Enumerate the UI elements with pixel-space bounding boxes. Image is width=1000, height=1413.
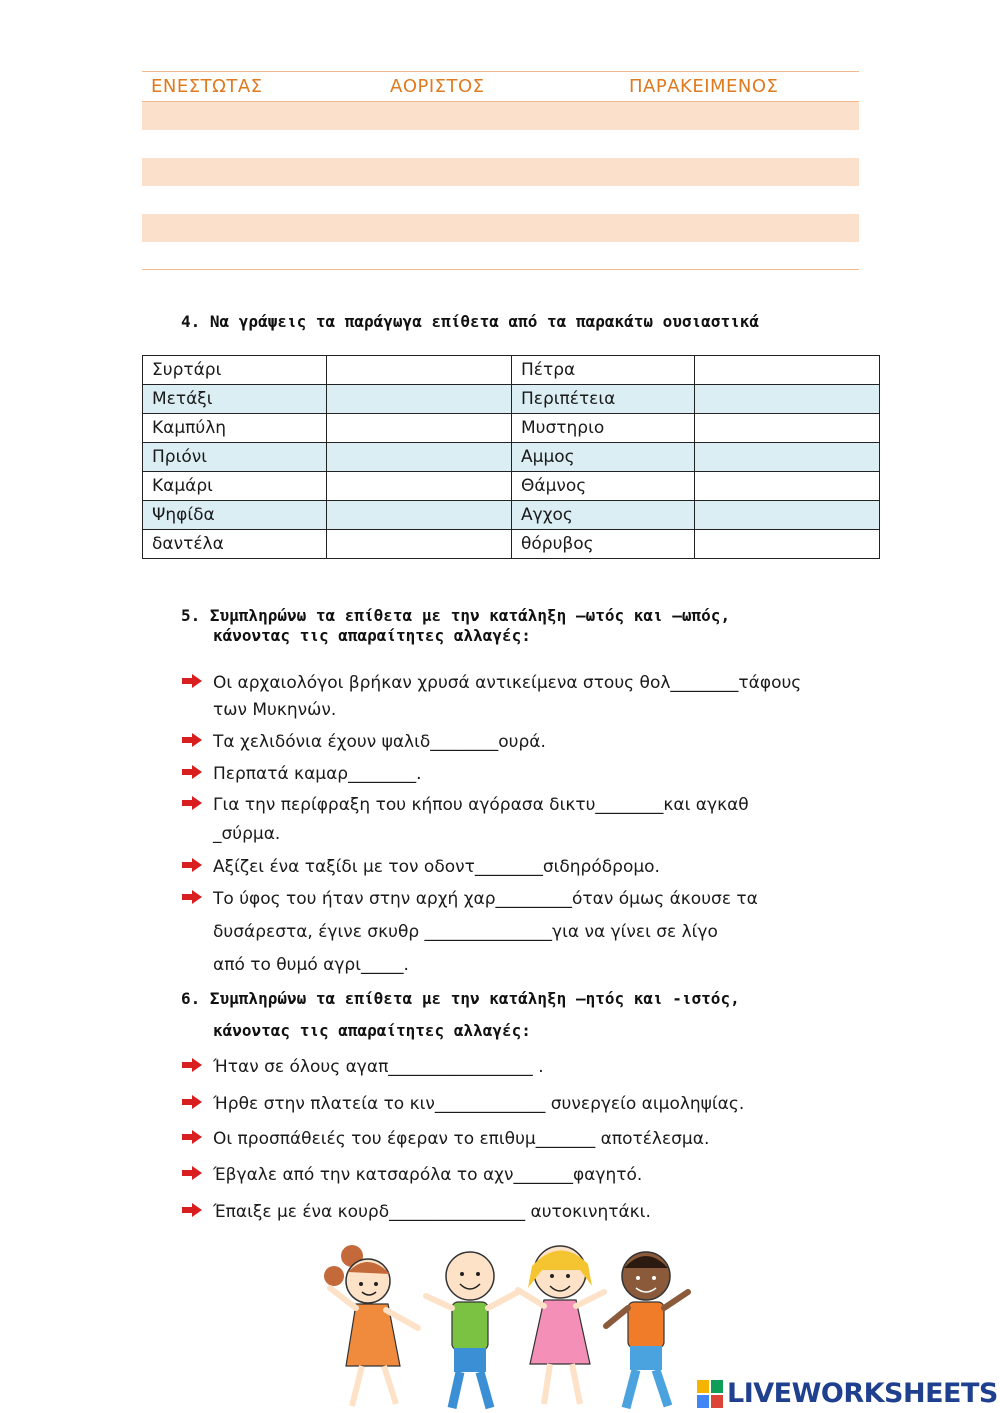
arrow-bullet-icon [181, 1129, 203, 1145]
answer-cell[interactable] [695, 530, 880, 559]
table-row [143, 530, 880, 559]
table-row [143, 356, 880, 385]
noun-cell: Περιπέτεια [512, 385, 695, 414]
answer-cell[interactable] [327, 414, 512, 443]
noun-cell: Πέτρα [512, 356, 695, 385]
arrow-bullet-icon [181, 1094, 203, 1110]
derivation-table [142, 355, 880, 559]
header-perfect: ΠΑΡΑΚΕΙΜΕΝΟΣ [629, 76, 779, 97]
exercise5-line: Τα χελιδόνια έχουν ψαλιδ________ουρά. [213, 732, 546, 752]
arrow-bullet-icon [181, 857, 203, 873]
exercise5-title: 5. Συμπληρώνω τα επίθετα με την κατάληξη –ωτός και –ωπός, [181, 606, 731, 625]
exercise5-line: δυσάρεστα, έγινε σκυθρ _______________για να γίνει σε λίγο [213, 922, 718, 942]
exercise6-line: Ήρθε στην πλατεία το κιν_____________ συνεργείο αιμοληψίας. [213, 1094, 745, 1114]
noun-cell: Αμμος [512, 443, 695, 472]
noun-cell: δαντέλα [143, 530, 327, 559]
noun-cell: Πριόνι [143, 443, 327, 472]
answer-cell[interactable] [327, 501, 512, 530]
liveworksheets-logo [697, 1376, 997, 1412]
noun-cell: Μετάξι [143, 385, 327, 414]
tense-row[interactable] [142, 130, 859, 158]
noun-cell: Μυστηριο [512, 414, 695, 443]
exercise5-line: Αξίζει ένα ταξίδι με τον οδοντ________σιδηρόδρομο. [213, 857, 660, 877]
answer-cell[interactable] [327, 530, 512, 559]
noun-cell: Θάμνος [512, 472, 695, 501]
arrow-bullet-icon [181, 764, 203, 780]
arrow-bullet-icon [181, 795, 203, 811]
exercise5-line: Περπατά καμαρ________. [213, 764, 422, 784]
exercise6-line: Ήταν σε όλους αγαπ_________________ . [213, 1057, 544, 1077]
kid-figure [606, 1252, 688, 1408]
kid-figure [518, 1246, 604, 1404]
exercise4-title: 4. Να γράψεις τα παράγωγα επίθετα από τα παρακάτω ουσιαστικά [181, 312, 759, 331]
liveworksheets-logo-text: LIVEWORKSHEETS [727, 1378, 998, 1409]
header-aorist: ΑΟΡΙΣΤΟΣ [390, 76, 485, 97]
header-present: ΕΝΕΣΤΩΤΑΣ [151, 76, 263, 97]
children-illustration [322, 1236, 702, 1413]
exercise6-line: Οι προσπάθειές του έφεραν το επιθυμ_______ αποτέλεσμα. [213, 1129, 710, 1149]
noun-cell: Ψηφίδα [143, 501, 327, 530]
tense-row[interactable] [142, 186, 859, 214]
tense-table [142, 71, 859, 270]
exercise6-line: Έβγαλε από την κατσαρόλα το αχν_______φαγητό. [213, 1165, 643, 1185]
tense-row[interactable] [142, 242, 859, 270]
exercise6-title-cont: κάνοντας τις απαραίτητες αλλαγές: [213, 1021, 531, 1040]
exercise5-line: Οι αρχαιολόγοι βρήκαν χρυσά αντικείμενα στους θολ________τάφους [213, 673, 802, 693]
arrow-bullet-icon [181, 889, 203, 905]
tense-row[interactable] [142, 102, 859, 130]
answer-cell[interactable] [695, 385, 880, 414]
exercise5-line: από το θυμό αγρι_____. [213, 955, 409, 975]
table-row [143, 472, 880, 501]
exercise5-line: _σύρμα. [213, 824, 281, 844]
answer-cell[interactable] [695, 443, 880, 472]
arrow-bullet-icon [181, 1165, 203, 1181]
noun-cell: Αγχος [512, 501, 695, 530]
answer-cell[interactable] [695, 414, 880, 443]
arrow-bullet-icon [181, 1057, 203, 1073]
exercise5-line: Για την περίφραξη του κήπου αγόρασα δικτυ________και αγκαθ [213, 795, 749, 815]
kid-figure [324, 1245, 418, 1406]
table-row [143, 443, 880, 472]
kid-figure [426, 1252, 518, 1408]
answer-cell[interactable] [327, 385, 512, 414]
answer-cell[interactable] [695, 356, 880, 385]
tense-row[interactable] [142, 214, 859, 242]
noun-cell: Συρτάρι [143, 356, 327, 385]
exercise6-line: Έπαιξε με ένα κουρδ________________ αυτοκινητάκι. [213, 1202, 651, 1222]
table-row [143, 501, 880, 530]
answer-cell[interactable] [327, 472, 512, 501]
exercise6-title: 6. Συμπληρώνω τα επίθετα με την κατάληξη –ητός και -ιστός, [181, 989, 740, 1008]
arrow-bullet-icon [181, 732, 203, 748]
noun-cell: Καμπύλη [143, 414, 327, 443]
exercise5-line: των Μυκηνών. [213, 700, 337, 720]
answer-cell[interactable] [327, 356, 512, 385]
answer-cell[interactable] [695, 472, 880, 501]
arrow-bullet-icon [181, 1202, 203, 1218]
liveworksheets-logo-icon [697, 1380, 723, 1408]
answer-cell[interactable] [695, 501, 880, 530]
noun-cell: Καμάρι [143, 472, 327, 501]
noun-cell: θόρυβος [512, 530, 695, 559]
exercise5-title-cont: κάνοντας τις απαραίτητες αλλαγές: [213, 626, 531, 645]
arrow-bullet-icon [181, 673, 203, 689]
table-row [143, 414, 880, 443]
answer-cell[interactable] [327, 443, 512, 472]
tense-row[interactable] [142, 158, 859, 186]
tense-table-header [142, 71, 859, 102]
table-row [143, 385, 880, 414]
exercise5-line: Το ύφος του ήταν στην αρχή χαρ_________όταν όμως άκουσε τα [213, 889, 758, 909]
